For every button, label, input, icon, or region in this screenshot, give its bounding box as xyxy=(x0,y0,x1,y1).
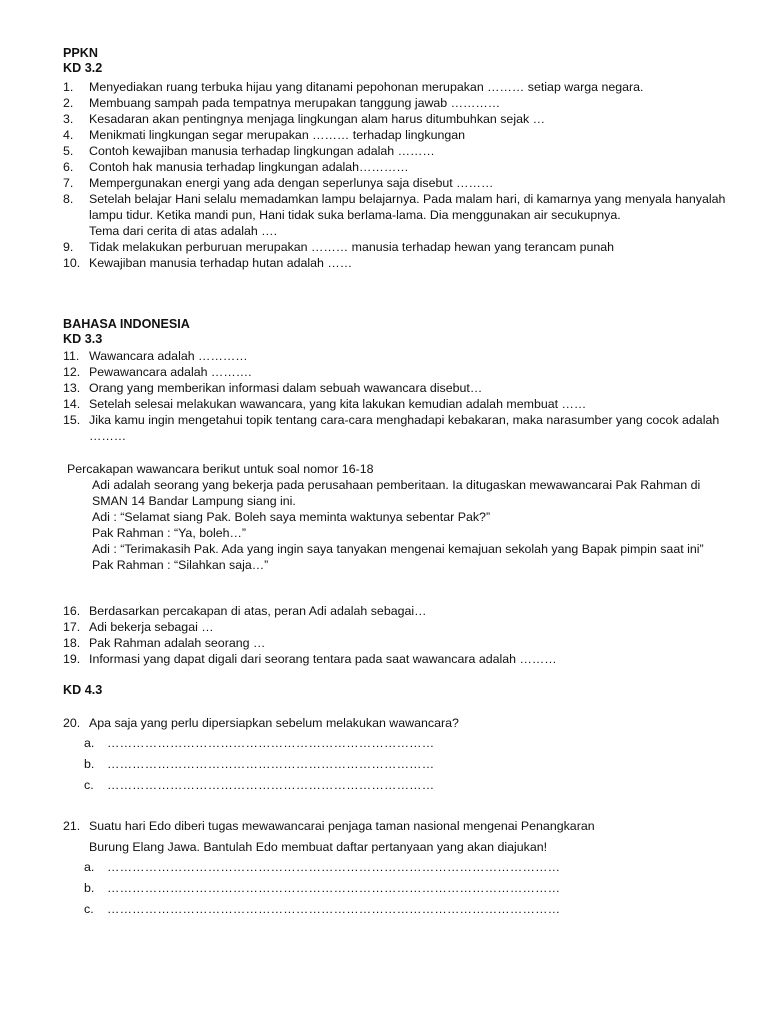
kd43-title: KD 4.3 xyxy=(63,683,103,697)
answer-blank[interactable]: …………………………………………………………………… xyxy=(107,736,435,750)
kd43-section xyxy=(63,683,728,698)
ppkn-kd-title: KD 3.2 xyxy=(63,61,103,75)
question-item: 5. Contoh kewajiban manusia terhadap lingkungan adalah ……… xyxy=(63,144,435,158)
question-item: 11. Wawancara adalah ………… xyxy=(63,349,248,363)
question-21 xyxy=(63,818,728,920)
dialog-intro: Percakapan wawancara berikut untuk soal nomor 16-18 xyxy=(67,462,374,476)
question-20 xyxy=(63,715,728,796)
question-item: 2. Membuang sampah pada tempatnya merupakan tanggung jawab ………… xyxy=(63,96,501,110)
answer-blank[interactable]: …………………………………………………………………… xyxy=(107,778,435,792)
answer-options-20 xyxy=(63,733,728,796)
answer-option: a. ……………………………………………………………………………………………… xyxy=(84,860,561,874)
dialog-narrative: Adi adalah seorang yang bekerja pada perusahaan pemberitaan. Ia ditugaskan mewawancarai Pak Rahman di SMAN 14 Bandar Lampung siang ini. xyxy=(92,478,701,508)
answer-blank[interactable]: ……………………………………………………………………………………………… xyxy=(107,881,561,895)
question-subtext: Tema dari cerita di atas adalah …. xyxy=(89,224,278,238)
question-item: 17. Adi bekerja sebagai … xyxy=(63,620,214,634)
question-item: 7. Mempergunakan energi yang ada dengan seperlunya saja disebut ……… xyxy=(63,176,494,190)
ppkn-section xyxy=(63,46,728,271)
question-item: 13. Orang yang memberikan informasi dalam sebuah wawancara disebut… xyxy=(63,381,483,395)
question-item: 16. Berdasarkan percakapan di atas, peran Adi adalah sebagai… xyxy=(63,604,427,618)
question-item: 6. Contoh hak manusia terhadap lingkungan adalah………… xyxy=(63,160,409,174)
question-item: 19. Informasi yang dapat digali dari seorang tentara pada saat wawancara adalah ……… xyxy=(63,652,557,666)
question-item: 3. Kesadaran akan pentingnya menjaga lingkungan alam harus ditumbuhkan sejak … xyxy=(63,112,545,126)
dialog-line: Pak Rahman : “Silahkan saja…” xyxy=(92,558,269,572)
question-item: 4. Menikmati lingkungan segar merupakan ……… terhadap lingkungan xyxy=(63,128,466,142)
bahasa-subject-title: BAHASA INDONESIA xyxy=(63,317,190,331)
question-item: 18. Pak Rahman adalah seorang … xyxy=(63,636,266,650)
bahasa-section xyxy=(63,317,728,444)
answer-blank[interactable]: ……………………………………………………………………………………………… xyxy=(107,860,561,874)
dialog-question-list xyxy=(63,603,728,667)
question-item: 8. Setelah belajar Hani selalu memadamkan lampu belajarnya. Pada malam hari, di kamarnya yang menyala hanyalah lampu tidur. Ketika mandi pun, Hani tidak suka berlama-lama. Dia menggunakan air secukupnya. Tema dari cerita di atas adalah …. xyxy=(63,191,728,239)
dialog-line: Adi : “Selamat siang Pak. Boleh saya meminta waktunya sebentar Pak?” xyxy=(92,510,491,524)
question-item: 21. Suatu hari Edo diberi tugas mewawancarai penjaga taman nasional mengenai Penangkaran Burung Elang Jawa. Bantulah Edo membuat daftar pertanyaan yang akan diajukan! xyxy=(63,819,595,854)
question-item: 20. Apa saja yang perlu dipersiapkan sebelum melakukan wawancara? xyxy=(63,716,459,730)
answer-option: a. …………………………………………………………………… xyxy=(84,736,435,750)
answer-option: b. …………………………………………………………………… xyxy=(84,757,435,771)
dialog-section xyxy=(67,461,728,573)
bahasa-question-list xyxy=(63,348,728,444)
answer-blank[interactable]: …………………………………………………………………… xyxy=(107,757,435,771)
question-item: 10. Kewajiban manusia terhadap hutan adalah …… xyxy=(63,256,353,270)
dialog-line: Adi : “Terimakasih Pak. Ada yang ingin saya tanyakan mengenai kemajuan sekolah yang Bapak pimpin saat ini” xyxy=(92,542,704,556)
question-item: 12. Pewawancara adalah ………. xyxy=(63,365,252,379)
question-item: 9. Tidak melakukan perburuan merupakan ……… manusia terhadap hewan yang terancam punah xyxy=(63,240,615,254)
answer-option: c. …………………………………………………………………… xyxy=(84,778,435,792)
dialog-line: Pak Rahman : “Ya, boleh…” xyxy=(92,526,247,540)
ppkn-subject-title: PPKN xyxy=(63,46,98,60)
answer-options-21 xyxy=(63,857,728,920)
answer-blank[interactable]: ……………………………………………………………………………………………… xyxy=(107,902,561,916)
answer-option: b. ……………………………………………………………………………………………… xyxy=(84,881,561,895)
ppkn-question-list xyxy=(63,79,728,271)
questions-16-19 xyxy=(63,603,728,667)
bahasa-kd-title: KD 3.3 xyxy=(63,332,103,346)
question-item: 15. Jika kamu ingin mengetahui topik tentang cara-cara menghadapi kebakaran, maka narasumber yang cocok adalah ……… xyxy=(63,413,720,443)
question-item: 1. Menyediakan ruang terbuka hijau yang ditanami pepohonan merupakan ……… setiap warga negara. xyxy=(63,80,644,94)
question-item: 14. Setelah selesai melakukan wawancara, yang kita lakukan kemudian adalah membuat …… xyxy=(63,397,587,411)
answer-option: c. ……………………………………………………………………………………………… xyxy=(84,902,561,916)
